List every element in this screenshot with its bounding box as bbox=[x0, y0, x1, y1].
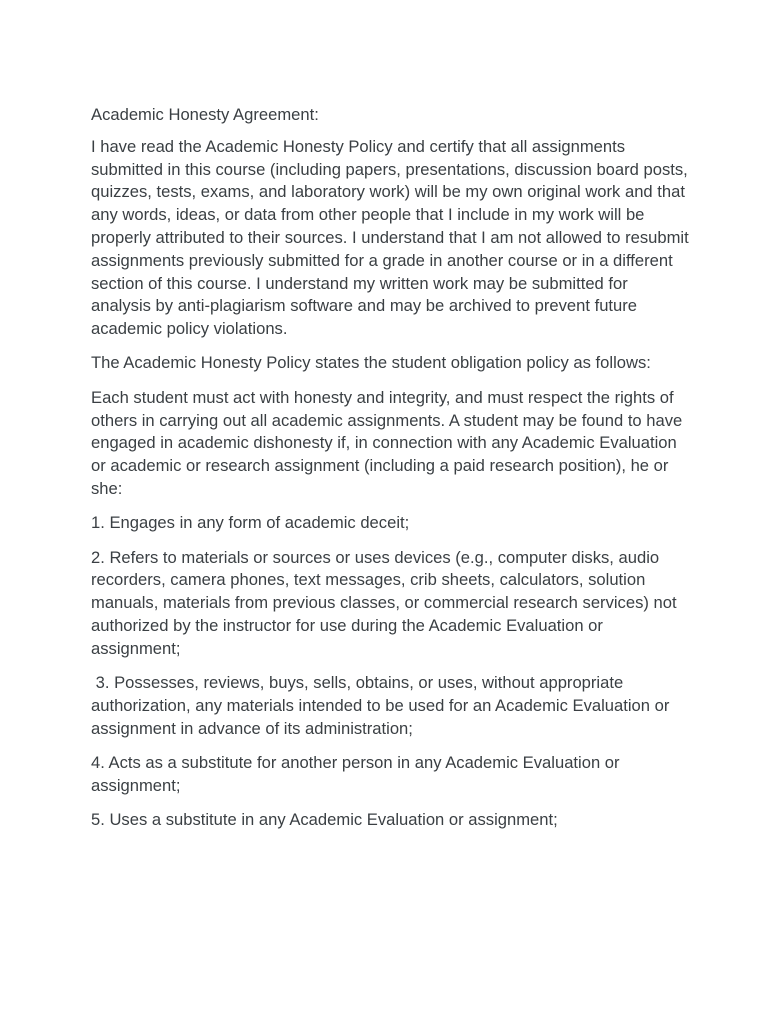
list-item-1: 1. Engages in any form of academic deceit; bbox=[91, 513, 410, 533]
list-item-2: 2. Refers to materials or sources or uses devices (e.g., computer disks, audio recorders, camera phones, text messages, crib sheets, calculators, solution manuals, materials from previous classes, or commercial research services) not authorized by the instructor for use during the Academic Evaluation or assignment; bbox=[91, 547, 677, 658]
document-page bbox=[91, 104, 691, 843]
policy-intro-paragraph: The Academic Honesty Policy states the student obligation policy as follows: bbox=[91, 353, 651, 373]
list-item-5: 5. Uses a substitute in any Academic Evaluation or assignment; bbox=[91, 810, 558, 830]
obligation-paragraph: Each student must act with honesty and integrity, and must respect the rights of others in carrying out all academic assignments. A student may be found to have engaged in academic dishonesty if, in connection with any Academic Evaluation or academic or research assignment (including a paid research position), he or she: bbox=[91, 387, 683, 498]
agreement-paragraph: I have read the Academic Honesty Policy and certify that all assignments submitted in this course (including papers, presentations, discussion board posts, quizzes, tests, exams, and laboratory work) will be my own original work and that any words, ideas, or data from other people that I include in my work will be properly attributed to their sources. I understand that I am not allowed to resubmit assignments previously submitted for a grade in another course or in a different section of this course. I understand my written work may be submitted for analysis by anti-plagiarism software and may be archived to prevent future academic policy violations. bbox=[91, 136, 689, 339]
list-item-4: 4. Acts as a substitute for another person in any Academic Evaluation or assignment; bbox=[91, 752, 620, 795]
list-item-3: 3. Possesses, reviews, buys, sells, obtains, or uses, without appropriate authorization, any materials intended to be used for an Academic Evaluation or assignment in advance of its administration; bbox=[91, 673, 674, 738]
document-title: Academic Honesty Agreement: bbox=[91, 105, 319, 124]
